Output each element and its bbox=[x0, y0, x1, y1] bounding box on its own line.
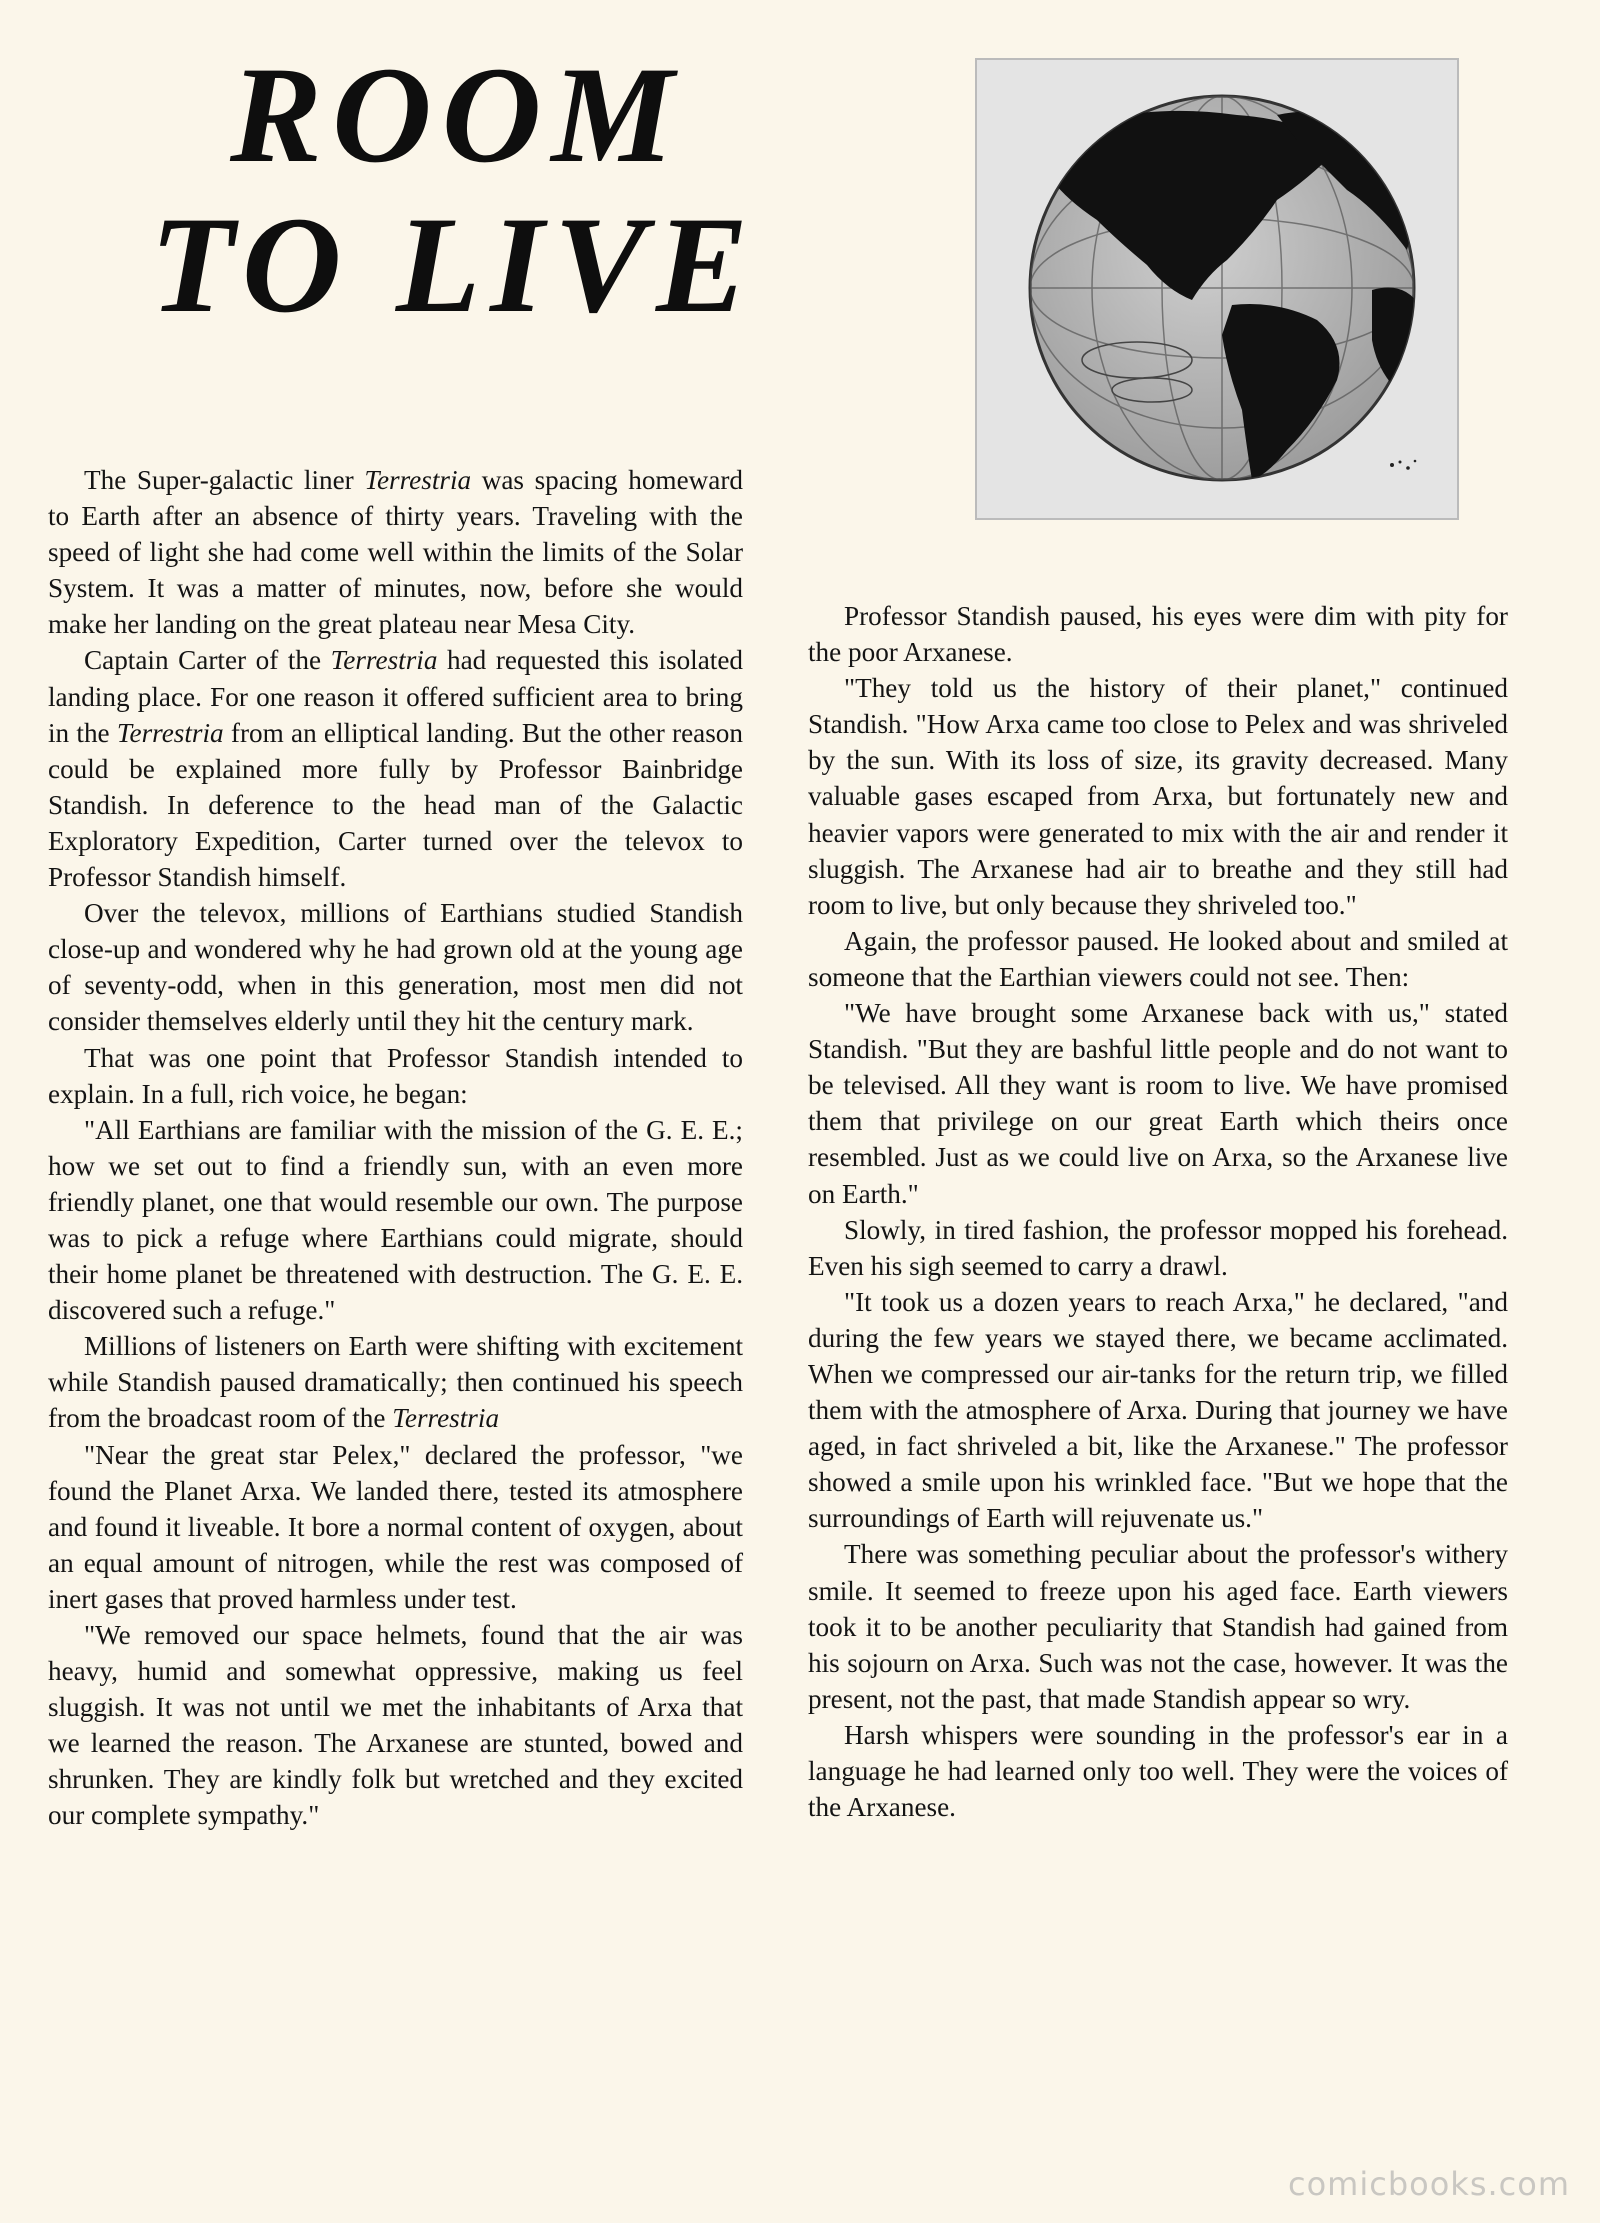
paragraph: "We have brought some Arxanese back with us," stated Standish. "But they are bashful little people and do not want to be televised. All they want is room to live. We have promised them that privilege on our great Earth which theirs once resembled. Just as we could live on Arxa, so the Arxanese live on Earth." bbox=[808, 998, 1508, 1209]
paragraph: Harsh whispers were sounding in the professor's ear in a language he had learned only too well. They were the voices of the Arxanese. bbox=[808, 1719, 1508, 1823]
title-line-1: ROOM bbox=[230, 38, 685, 191]
paragraph: Millions of listeners on Earth were shifting with excitement while Standish paused dramatically; then continued his speech from the broadcast room of the Terrestria bbox=[48, 1331, 743, 1434]
paragraph: "Near the great star Pelex," declared the professor, "we found the Planet Arxa. We landed there, tested its atmosphere and found it liveable. It bore a normal content of oxygen, about an equal amount of nitrogen, while the rest was composed of inert gases that proved harmless under test. bbox=[48, 1439, 743, 1614]
left-column bbox=[48, 462, 743, 1834]
paragraph: Again, the professor paused. He looked about and smiled at someone that the Earthian viewers could not see. Then: bbox=[808, 925, 1508, 992]
right-column bbox=[808, 598, 1508, 1825]
paragraph: "It took us a dozen years to reach Arxa," he declared, "and during the few years we stayed there, we became acclimated. When we compressed our air-tanks for the return trip, we filled them with the atmosphere of Arxa. During that journey we have aged, in fact shriveled a bit, like the Arxanese." The professor showed a smile upon his wrinkled face. "But we hope that the surroundings of Earth will rejuvenate us." bbox=[808, 1286, 1508, 1534]
paragraph: Professor Standish paused, his eyes were dim with pity for the poor Arxanese. bbox=[808, 601, 1508, 668]
paragraph: Over the televox, millions of Earthians studied Standish close-up and wondered why he had grown old at the young age of seventy-odd, when in this generation, most men did not consider themselves elderly until they hit the century mark. bbox=[48, 898, 743, 1037]
globe-icon bbox=[977, 60, 1457, 518]
globe-illustration bbox=[975, 58, 1459, 520]
paragraph: There was something peculiar about the professor's withery smile. It seemed to freeze upon his aged face. Earth viewers took it to be another peculiarity that Standish had gained from his sojourn on Arxa. Such was not the case, however. It was the present, not the past, that made Standish appear so wry. bbox=[808, 1539, 1508, 1714]
paragraph: "We removed our space helmets, found that the air was heavy, humid and somewhat oppressive, making us feel sluggish. It was not until we met the inhabitants of Arxa that we learned the reason. The Arxanese are stunted, bowed and shrunken. They are kindly folk but wretched and they excited our complete sympathy." bbox=[48, 1620, 743, 1831]
paragraph: The Super-galactic liner Terrestria was spacing homeward to Earth after an absence of thirty years. Traveling with the speed of light she had come well within the limits of the Solar System. It was a matter of minutes, now, before she would make her landing on the great plateau near Mesa City. bbox=[48, 465, 743, 640]
title-line-2: TO LIVE bbox=[150, 188, 759, 341]
paragraph: Slowly, in tired fashion, the professor mopped his forehead. Even his sigh seemed to carry a drawl. bbox=[808, 1214, 1508, 1281]
paragraph: That was one point that Professor Standish intended to explain. In a full, rich voice, he began: bbox=[48, 1042, 743, 1109]
watermark: comicbooks.com bbox=[1287, 2165, 1570, 2203]
paragraph: "All Earthians are familiar with the mission of the G. E. E.; how we set out to find a friendly sun, with an even more friendly planet, one that would resemble our own. The purpose was to pick a refuge where Earthians could migrate, should their home planet be threatened with destruction. The G. E. E. discovered such a refuge." bbox=[48, 1114, 743, 1326]
story-title bbox=[150, 40, 910, 340]
paragraph: Captain Carter of the Terrestria had requested this isolated landing place. For one reason it offered sufficient area to bring in the Terrestria from an elliptical landing. But the other reason could be explained more fully by Professor Bainbridge Standish. In deference to the head man of the Galactic Exploratory Expedition, Carter turned over the televox to Professor Standish himself. bbox=[48, 645, 743, 893]
paragraph: "They told us the history of their planet," continued Standish. "How Arxa came too close to Pelex and was shriveled by the sun. With its loss of size, its gravity decreased. Many valuable gases escaped from Arxa, but fortunately new and heavier vapors were generated to mix with the air and render it sluggish. The Arxanese had air to breathe and they still had room to live, but only because they shriveled too." bbox=[808, 673, 1508, 920]
